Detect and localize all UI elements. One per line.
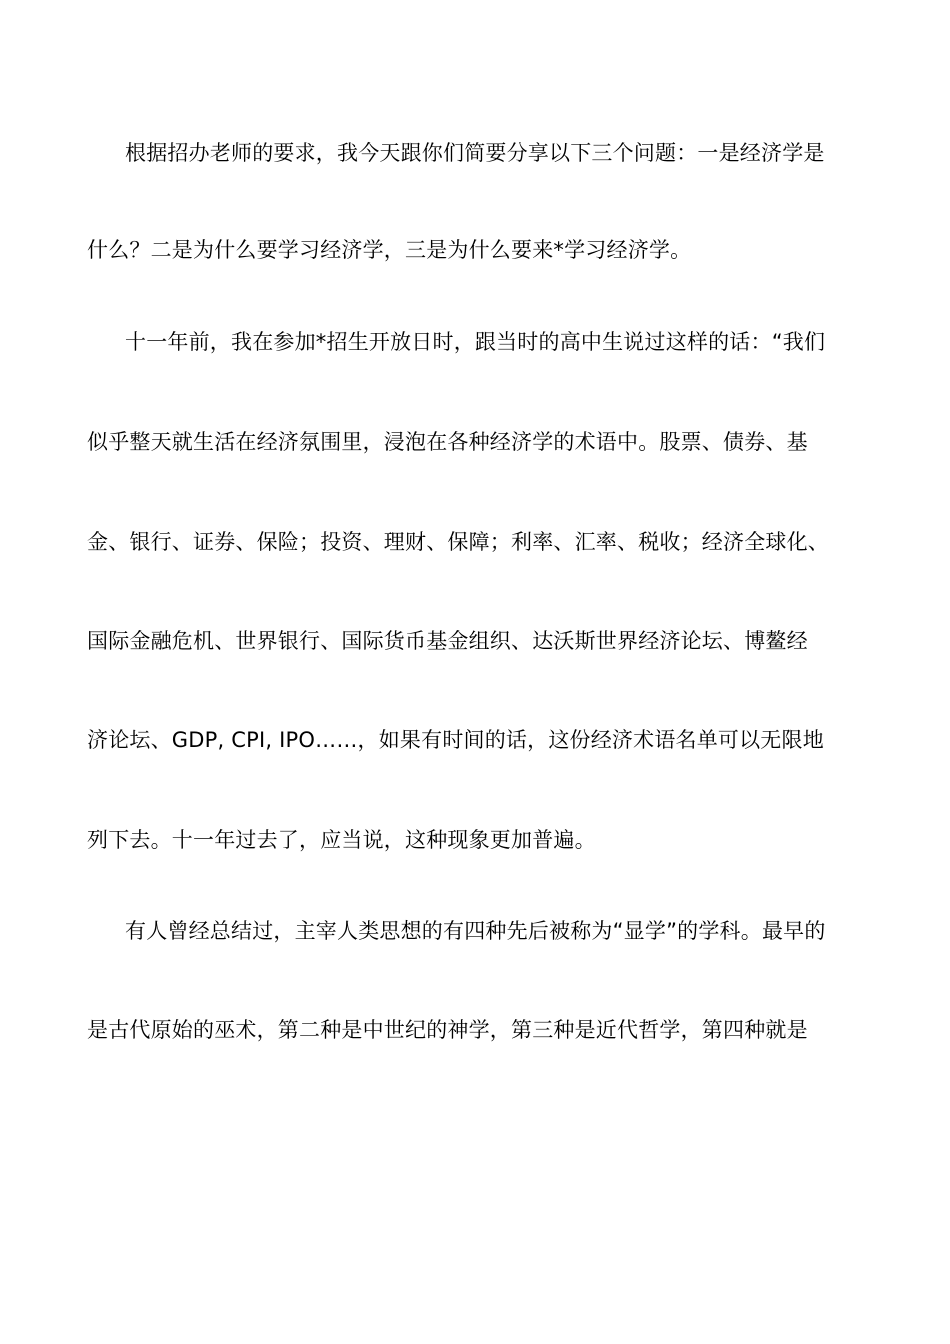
text-line: 什么？二是为什么要学习经济学，三是为什么要来*学习经济学。	[87, 238, 692, 262]
text-line: 济论坛、GDP, CPI, IPO……，如果有时间的话，这份经济术语名单可以无限地	[87, 728, 824, 752]
text-line: 根据招办老师的要求，我今天跟你们简要分享以下三个问题：一是经济学是	[125, 141, 825, 165]
text-line: 是古代原始的巫术，第二种是中世纪的神学，第三种是近代哲学，第四种就是	[87, 1018, 808, 1042]
text-line: 列下去。十一年过去了，应当说，这种现象更加普遍。	[87, 828, 596, 852]
text-line: 十一年前，我在参加*招生开放日时，跟当时的高中生说过这样的话：“我们	[125, 330, 826, 354]
text-line: 金、银行、证券、保险；投资、理财、保障；利率、汇率、税收；经济全球化、	[87, 530, 829, 554]
text-line: 有人曾经总结过，主宰人类思想的有四种先后被称为“显学”的学科。最早的	[125, 919, 826, 943]
text-line: 似乎整天就生活在经济氛围里，浸泡在各种经济学的术语中。股票、债券、基	[87, 430, 808, 454]
text-line: 国际金融危机、世界银行、国际货币基金组织、达沃斯世界经济论坛、博鳌经	[87, 629, 808, 653]
